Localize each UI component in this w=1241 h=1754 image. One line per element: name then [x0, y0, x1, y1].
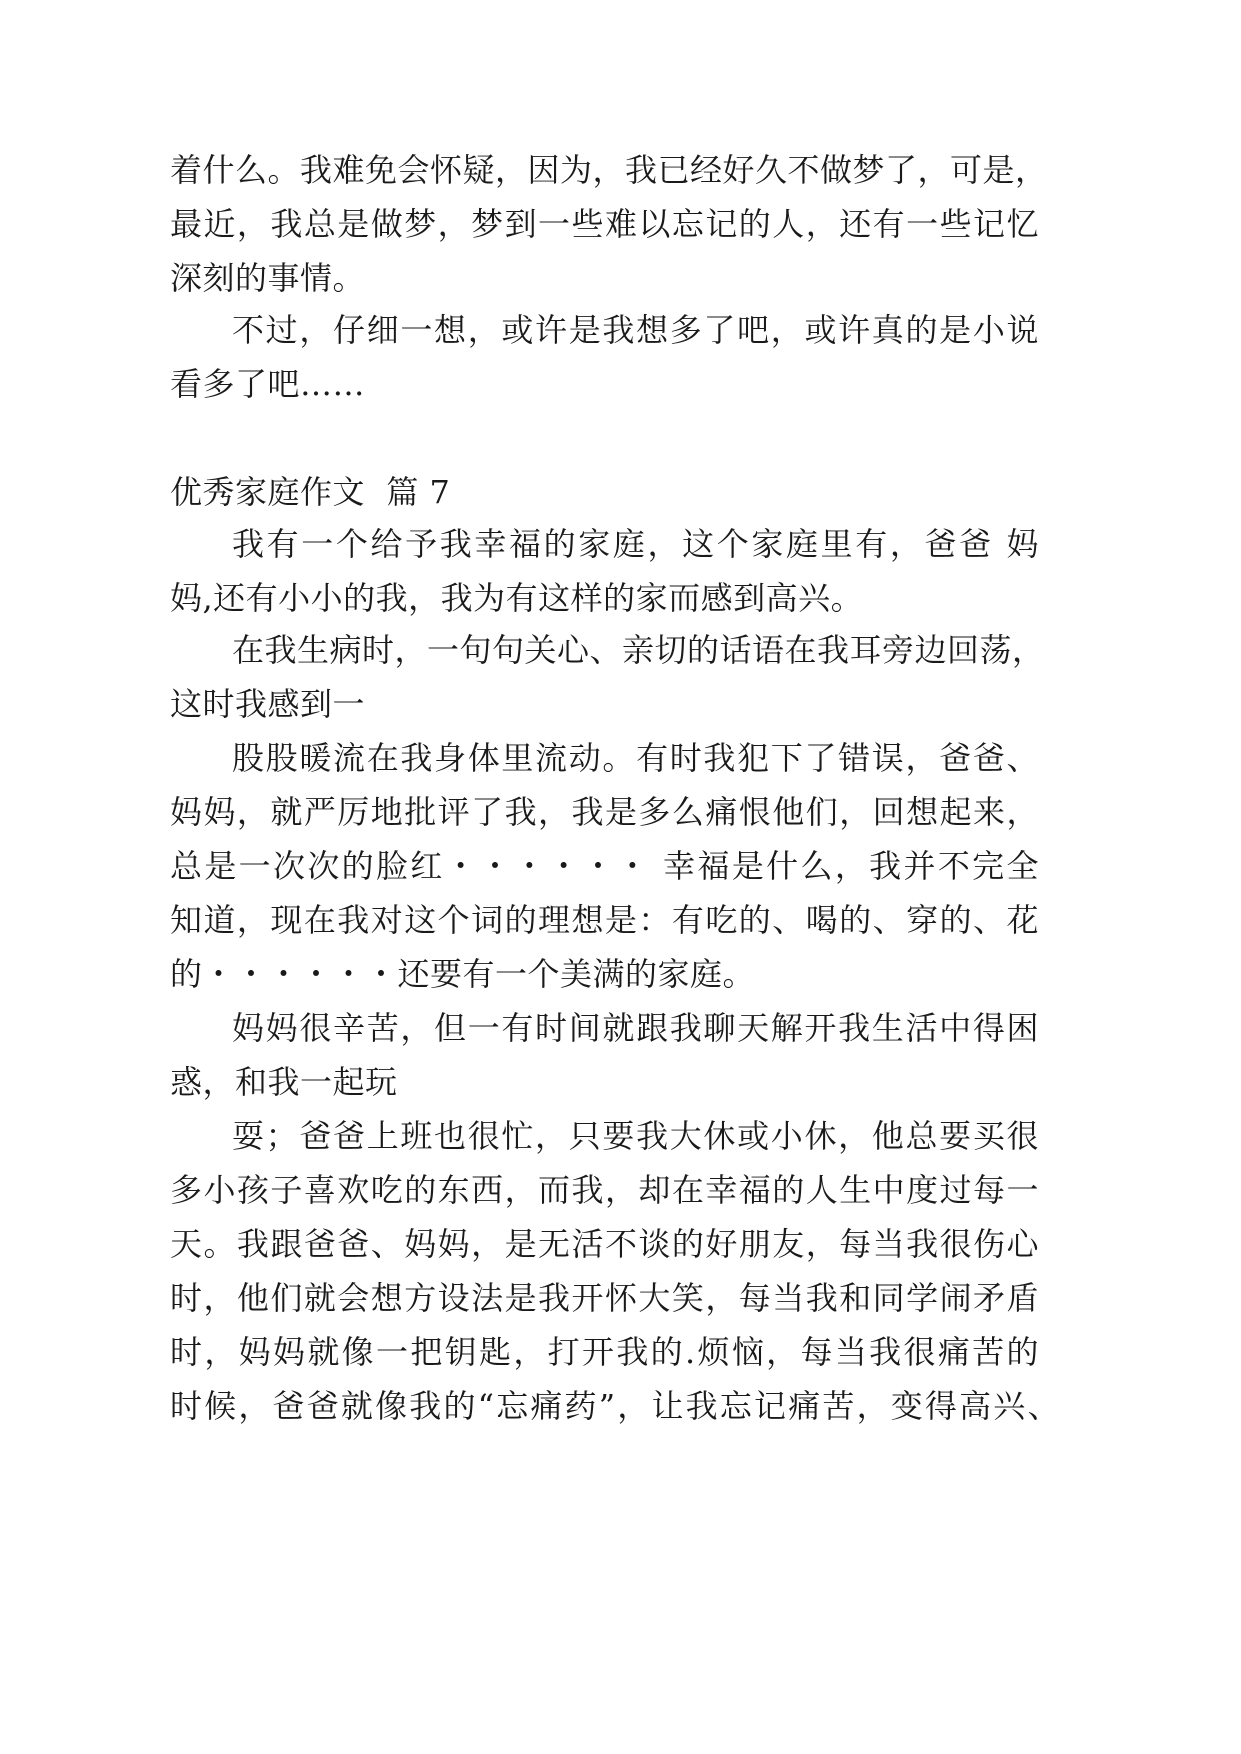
text-line: 惑，和我一起玩 [170, 1063, 398, 1101]
text-line: 天。我跟爸爸、妈妈，是无活不谈的好朋友，每当我很伤心 [170, 1225, 1039, 1263]
text-line: 最近，我总是做梦，梦到一些难以忘记的人，还有一些记忆 [170, 205, 1039, 243]
text-line: 时候，爸爸就像我的“忘痛药”，让我忘记痛苦，变得高兴、 [170, 1387, 1060, 1425]
text-line: 妈妈，就严厉地批评了我，我是多么痛恨他们，回想起来， [170, 793, 1039, 831]
paragraph-first-line: 不过，仔细一想，或许是我想多了吧，或许真的是小说 [232, 311, 1039, 349]
text-line: 深刻的事情。 [170, 259, 366, 297]
paragraph-first-line: 股股暖流在我身体里流动。有时我犯下了错误，爸爸、 [232, 739, 1039, 777]
paragraph-first-line: 耍；爸爸上班也很忙，只要我大休或小休，他总要买很 [232, 1117, 1039, 1155]
text-line: 知道，现在我对这个词的理想是：有吃的、喝的、穿的、花 [170, 901, 1039, 939]
text-line: 多小孩子喜欢吃的东西，而我，却在幸福的人生中度过每一 [170, 1171, 1039, 1209]
text-line: 着什么。我难免会怀疑，因为，我已经好久不做梦了，可是， [170, 151, 1048, 189]
text-line: 总是一次次的脸红・・・・・・ 幸福是什么，我并不完全 [170, 847, 1039, 885]
text-line: 的・・・・・・还要有一个美满的家庭。 [170, 955, 756, 993]
paragraph-first-line: 妈妈很辛苦，但一有时间就跟我聊天解开我生活中得困 [232, 1009, 1039, 1047]
text-line: 时，妈妈就像一把钥匙，打开我的.烦恼，每当我很痛苦的 [170, 1333, 1039, 1371]
paragraph-first-line: 我有一个给予我幸福的家庭，这个家庭里有，爸爸 妈 [232, 525, 1039, 563]
text-line: 看多了吧…… [170, 365, 366, 403]
section-heading: 优秀家庭作文 篇 7 [170, 473, 451, 511]
text-line: 妈,还有小小的我，我为有这样的家而感到高兴。 [170, 579, 864, 617]
text-line: 这时我感到一 [170, 685, 366, 723]
paragraph-first-line: 在我生病时，一句句关心、亲切的话语在我耳旁边回荡， [232, 631, 1045, 669]
text-line: 时，他们就会想方设法是我开怀大笑，每当我和同学闹矛盾 [170, 1279, 1039, 1317]
